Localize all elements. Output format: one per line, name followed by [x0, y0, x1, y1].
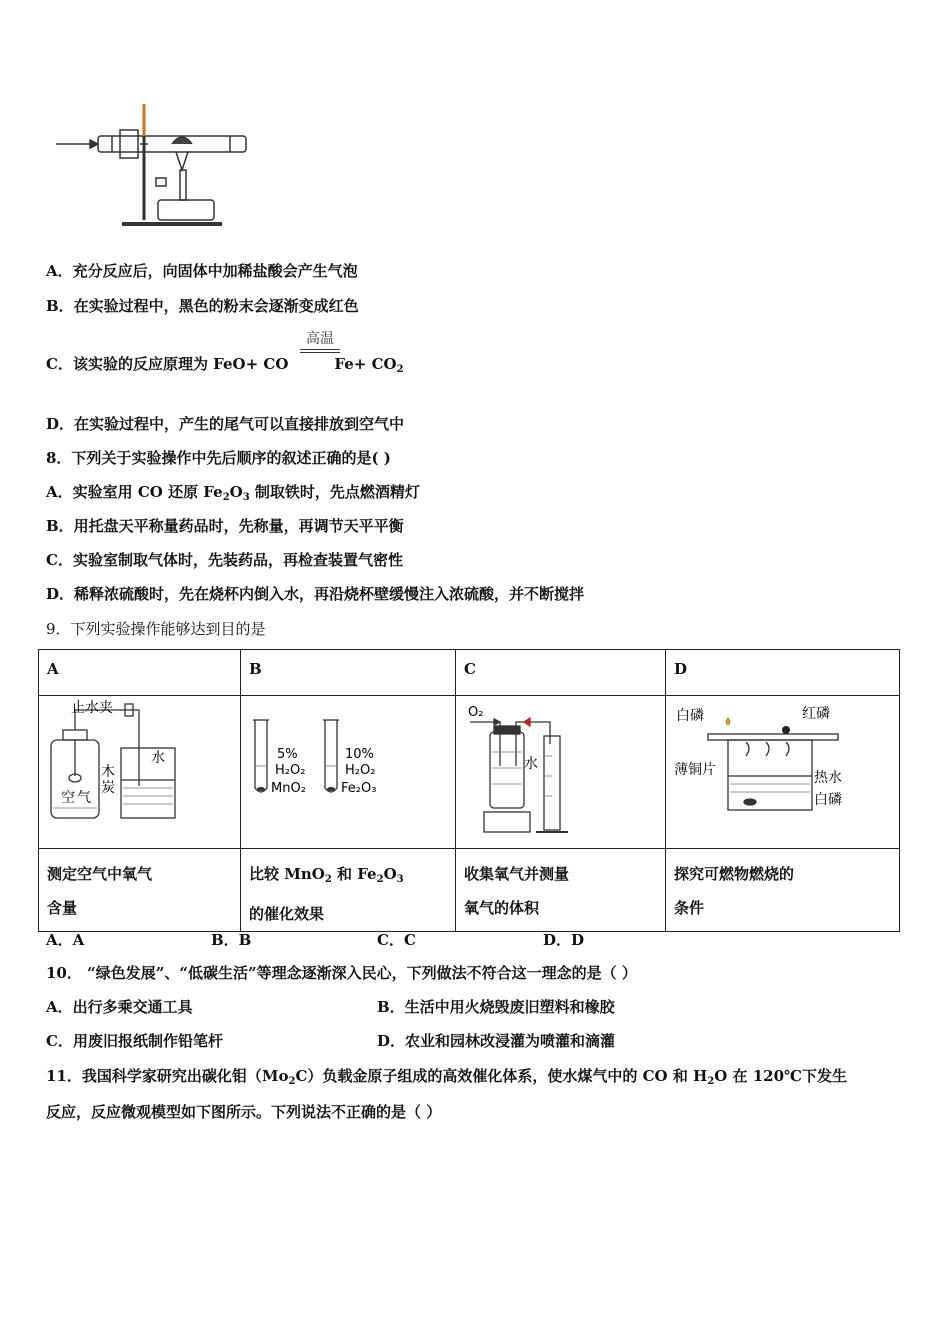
q7-option-c-sub: 2 [396, 364, 404, 375]
q9-figure-d-cell [666, 696, 900, 849]
q9-stem: 9．下列实验操作能够达到目的是 [46, 620, 266, 638]
label-charcoal-2: 炭 [101, 780, 115, 796]
q9-caption-c-line2: 氧气的体积 [464, 899, 540, 917]
apparatus-drawing [52, 100, 252, 230]
label-right-percent: 10% [345, 747, 374, 762]
q9-caption-d-line2: 条件 [674, 899, 705, 917]
label-charcoal-1: 木 [101, 764, 115, 780]
q9-answer-c: C．C [377, 931, 416, 949]
q9-caption-b [241, 849, 456, 932]
q9-caption-d [666, 849, 900, 932]
label-copper-sheet: 薄铜片 [674, 762, 716, 778]
catalyst-comparison-tubes [241, 696, 455, 844]
q11-stem-line1 [46, 1066, 847, 1092]
q9-caption-b-o: O [383, 865, 397, 883]
q9-caption-b-sub1: 2 [324, 874, 332, 885]
q11-line1-sub1: 2 [288, 1076, 296, 1087]
q8-stem: 8．下列关于实验操作中先后顺序的叙述正确的是( ) [46, 449, 391, 467]
q10-option-a: A．出行多乘交通工具 [46, 998, 193, 1016]
q9-caption-a-line2: 含量 [47, 899, 78, 917]
q9-caption-b-line2: 的催化效果 [249, 905, 325, 923]
label-white-phosphorus-top: 白磷 [676, 708, 704, 724]
label-o2: O₂ [468, 705, 484, 720]
q8-option-a [46, 482, 420, 508]
q9-caption-b-sub3: 3 [396, 874, 404, 885]
label-white-phosphorus-bottom: 白磷 [814, 792, 842, 808]
oxygen-content-apparatus [39, 696, 240, 844]
q7-option-c [46, 354, 404, 380]
q8-option-d: D．稀释浓硫酸时，先在烧杯内倒入水，再沿烧杯壁缓慢注入浓硫酸，并不断搅拌 [46, 585, 585, 603]
label-air-2: 气 [77, 790, 91, 806]
q11-stem-line2: 反应，反应微观模型如下图所示。下列说法不正确的是（ ） [46, 1103, 442, 1121]
q7-option-c-prefix: C．该实验的反应原理为 FeO+ CO [46, 355, 289, 373]
q9-caption-b-fe: 和 Fe [331, 865, 377, 883]
q10-stem: 10． “绿色发展”、“低碳生活”等理念逐渐深入民心，下列做法不符合这一理念的是（ ） [46, 964, 637, 982]
q9-answer-b: B．B [211, 931, 252, 949]
q9-caption-a [39, 849, 241, 932]
q9-answer-d: D．D [543, 931, 585, 949]
q11-line1-c: O 在 120℃下发生 [714, 1067, 848, 1085]
q9-figure-c-cell [456, 696, 666, 849]
label-right-h2o2: H₂O₂ [345, 763, 376, 778]
q9-figure-a-cell [39, 696, 241, 849]
q7-option-d: D．在实验过程中，产生的尾气可以直接排放到空气中 [46, 415, 405, 433]
label-clamp: 止水夹 [71, 700, 113, 716]
q8-option-a-sub1: 2 [222, 492, 230, 503]
q8-option-b: B．用托盘天平称量药品时，先称量，再调节天平平衡 [46, 517, 404, 535]
q7-option-c-suffix: Fe+ CO [334, 355, 397, 373]
q11-line1-a: 11．我国科学家研究出碳化钼（Mo [46, 1067, 289, 1085]
label-left-percent: 5% [277, 747, 298, 762]
co-reduction-apparatus-figure [52, 100, 252, 230]
q9-caption-b-mno: 比较 MnO [249, 865, 325, 883]
q7-option-b: B．在实验过程中，黑色的粉末会逐渐变成红色 [46, 297, 359, 315]
label-air-1: 空 [61, 790, 75, 806]
label-left-catalyst: MnO₂ [271, 781, 306, 796]
q8-option-a-part2: 制取铁时，先点燃酒精灯 [249, 483, 420, 501]
q9-caption-c-line1: 收集氧气并测量 [464, 865, 570, 883]
q9-caption-c [456, 849, 666, 932]
label-water: 水 [151, 750, 165, 766]
label-red-phosphorus: 红磷 [802, 706, 830, 722]
q9-header-b: B [241, 650, 456, 696]
q8-option-a-sub2: 3 [242, 492, 250, 503]
q9-caption-b-sub2: 2 [376, 874, 384, 885]
label-c-water: 水 [524, 756, 538, 772]
q9-header-a: A [39, 650, 241, 696]
combustion-conditions-apparatus [666, 696, 899, 844]
q8-option-a-o: O [229, 483, 243, 501]
q11-line1-b: C）负载金原子组成的高效催化体系，使水煤气中的 CO 和 H [295, 1067, 708, 1085]
q8-option-c: C．实验室制取气体时，先装药品，再检查装置气密性 [46, 551, 403, 569]
q9-figure-b-cell [241, 696, 456, 849]
q7-option-a: A．充分反应后，向固体中加稀盐酸会产生气泡 [46, 262, 358, 280]
q10-option-d: D．农业和园林改浸灌为喷灌和滴灌 [377, 1032, 616, 1050]
oxygen-collection-apparatus [456, 696, 665, 844]
q9-options-table [38, 649, 900, 932]
q9-caption-b-line1 [249, 857, 455, 897]
reaction-condition [300, 328, 340, 353]
label-hot-water: 热水 [814, 770, 842, 786]
label-left-h2o2: H₂O₂ [275, 763, 306, 778]
q9-header-d: D [666, 650, 900, 696]
q10-option-c: C．用废旧报纸制作铅笔杆 [46, 1032, 223, 1050]
q9-caption-a-line1: 测定空气中氧气 [47, 865, 153, 883]
q8-option-a-part1: A．实验室用 CO 还原 Fe [46, 483, 223, 501]
label-right-catalyst: Fe₂O₃ [341, 781, 377, 796]
q9-answer-a: A．A [46, 931, 85, 949]
q10-option-b: B．生活中用火烧毁废旧塑料和橡胶 [377, 998, 615, 1016]
q9-header-c: C [456, 650, 666, 696]
reaction-equals-sign [300, 349, 340, 353]
reaction-condition-label: 高温 [306, 331, 334, 347]
q9-caption-d-line1: 探究可燃物燃烧的 [674, 865, 795, 883]
q11-line1-sub2: 2 [707, 1076, 715, 1087]
